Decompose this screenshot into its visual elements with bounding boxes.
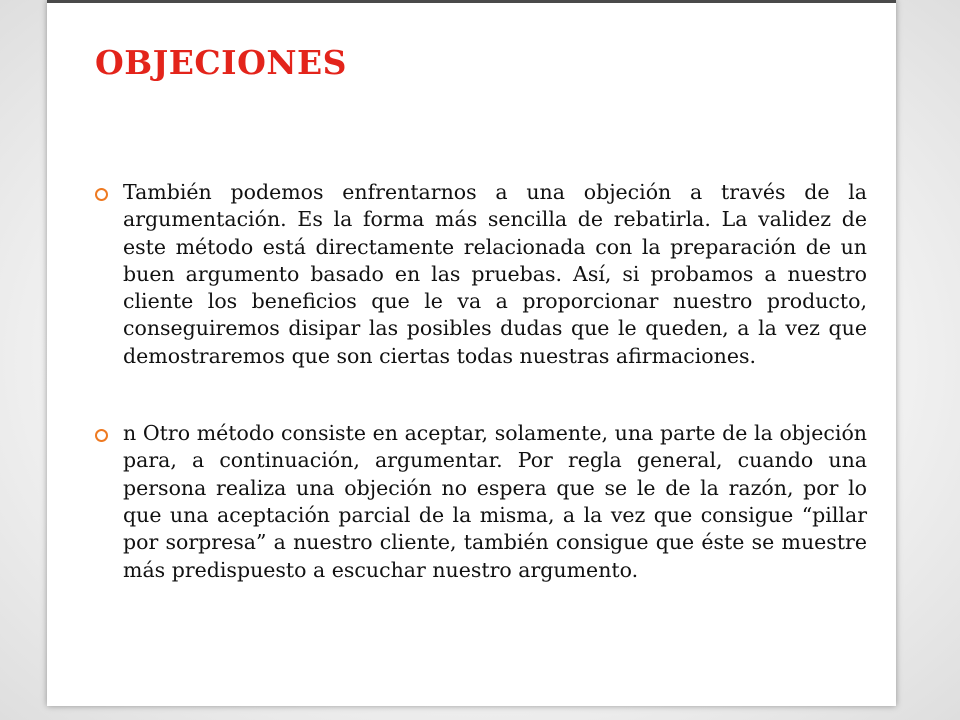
list-item xyxy=(95,179,867,370)
bullet-text: n Otro método consiste en aceptar, solamente, una parte de la objeción para, a continuación, argumentar. Por regla general, cuando una persona realiza una objeción no espera que se le de la razón, por lo que una aceptación parcial de la misma, a la vez que consigue “pillar por sorpresa” a nuestro cliente, también consigue que éste se muestre más predispuesto a escuchar nuestro argumento. xyxy=(123,421,867,582)
slide-card xyxy=(47,0,896,706)
bullet-text: También podemos enfrentarnos a una objeción a través de la argumentación. Es la forma más sencilla de rebatirla. La validez de este método está directamente relacionada con la preparación de un buen argumento basado en las pruebas. Así, si probamos a nuestro cliente los beneficios que le va a proporcionar nuestro producto, conseguiremos disipar las posibles dudas que le queden, a la vez que demostraremos que son ciertas todas nuestras afirmaciones. xyxy=(123,180,867,368)
hollow-circle-bullet-icon xyxy=(95,188,108,201)
list-item xyxy=(95,420,867,584)
slide-title: OBJECIONES xyxy=(95,43,348,82)
bullet-list xyxy=(95,179,867,634)
hollow-circle-bullet-icon xyxy=(95,429,108,442)
